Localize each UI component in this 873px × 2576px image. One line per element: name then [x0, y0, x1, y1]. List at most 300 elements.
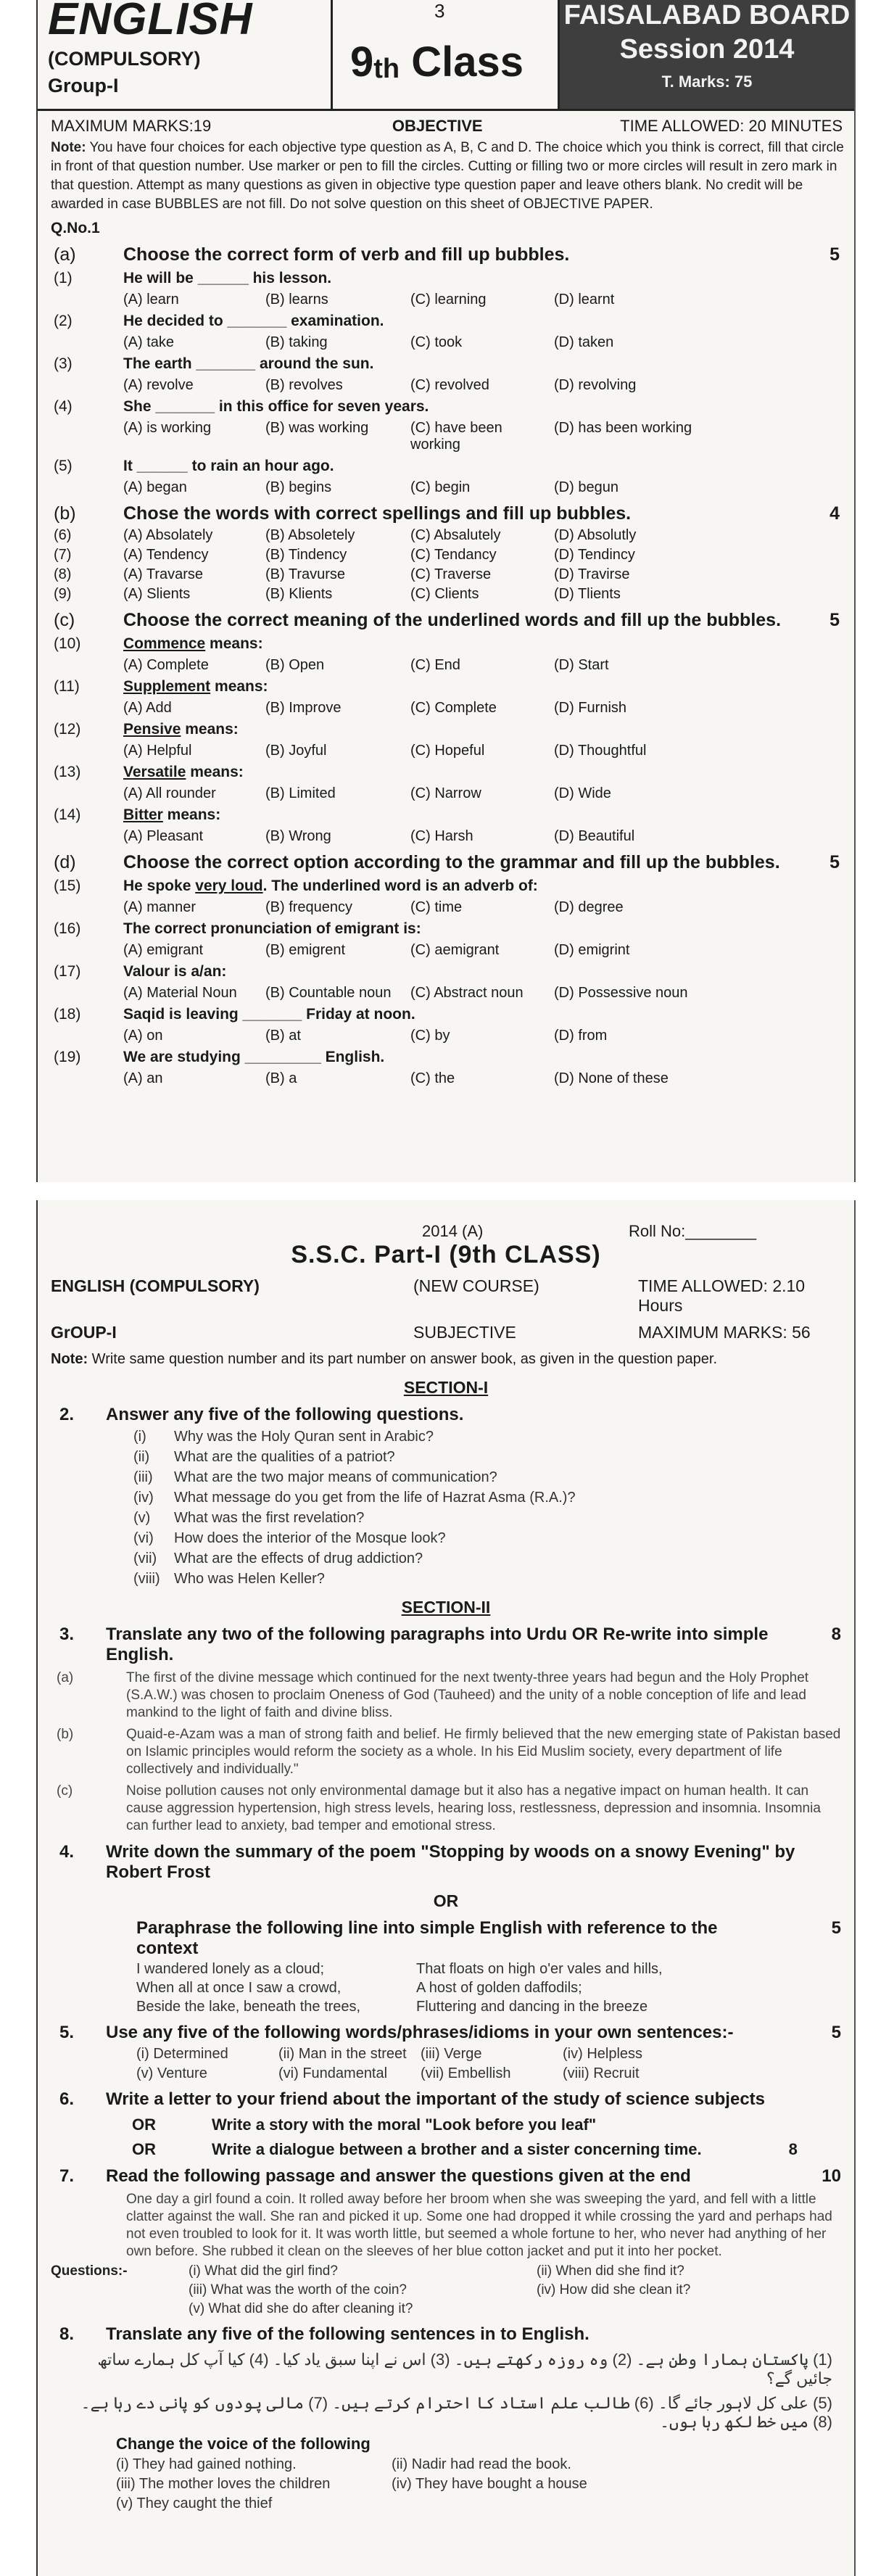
short-question — [38, 1466, 854, 1486]
mcq-stem — [38, 631, 854, 653]
option: (A) emigrant — [123, 942, 204, 958]
paragraph-text: The first of the divine message which continued for the next twenty-three years had begun and the Holy Prophet (S.A.W.) was chosen to proclaim Oneness of God (Tauheed) and the unity of a noble conception of life and lead mankind to the light of faith and divine bliss. — [126, 1670, 809, 1720]
passage-text: One day a girl found a coin. It rolled away before her broom when she was sweeping the yard, and fell with a little clatter against the wall. She ran and picked it up. Some one had dropped it while crossing the yard and perhaps had not even troubled to look for it. It was worth little, but seemed a whole fortune to her, who never had anything of her own before. She rubbed it clean on the sleeves of her blue cotton jacket and put it into her pocket. — [126, 2192, 832, 2259]
voice-item: (ii) Nadir had read the book. — [392, 2456, 571, 2472]
option: (D) Furnish — [554, 700, 627, 716]
mcq-stem — [38, 1002, 854, 1023]
roll-number-field: Roll No:________ — [629, 1222, 757, 1240]
question-text: Write down the summary of the poem "Stopping by woods on a snowy Evening" by Robert Frost — [106, 1842, 795, 1882]
paraphrase-instruction — [38, 1911, 854, 1959]
question-number: (14) — [54, 806, 81, 823]
option: (B) frequency — [265, 899, 353, 915]
question-suffix: means: — [162, 806, 221, 823]
spelling-row — [38, 583, 854, 603]
option: (A) Tendency — [123, 547, 209, 563]
paper-header — [38, 0, 854, 111]
question-text — [123, 721, 239, 738]
section-c-heading — [38, 603, 854, 631]
mcq-stem — [38, 265, 854, 287]
mcq-stem — [38, 802, 854, 824]
mcq-stem — [38, 873, 854, 895]
question-text: Use any five of the following words/phrases/idioms in your own sentences:- — [106, 2023, 734, 2042]
question-text: Translate any two of the following paragraphs into Urdu OR Re-write into simple English. — [106, 1625, 769, 1664]
option: (A) Material Noun — [123, 985, 237, 1001]
question-number: (5) — [54, 458, 73, 474]
poem-line — [38, 1959, 854, 1978]
question-roman: (vii) — [133, 1551, 157, 1566]
or-label: OR — [433, 1891, 459, 1910]
option: (A) an — [123, 1070, 163, 1086]
question-number: (18) — [54, 1006, 81, 1023]
option: (A) Pleasant — [123, 828, 204, 844]
option: (C) have been working — [410, 420, 502, 453]
option: (B) Klients — [265, 586, 333, 602]
word-item: (viii) Recruit — [563, 2065, 640, 2081]
option: (D) Tendincy — [554, 547, 635, 563]
options-row — [38, 416, 854, 453]
class-number: 9 — [350, 38, 374, 86]
poem-lines — [38, 1959, 854, 2015]
max-marks: MAXIMUM MARKS: 56 — [638, 1323, 811, 1342]
question-number-label: Q.No.1 — [51, 220, 100, 236]
question-number: (19) — [54, 1049, 81, 1065]
question-8 — [38, 2317, 854, 2345]
mcq-stem — [38, 308, 854, 330]
question-number: (2) — [54, 313, 73, 329]
mcq-stem — [38, 717, 854, 738]
option: (D) has been working — [554, 420, 692, 436]
options-row — [38, 895, 854, 916]
instructions-note — [38, 1342, 854, 1368]
question-roman: (v) — [133, 1510, 151, 1526]
time-allowed: TIME ALLOWED: 2.10 Hours — [638, 1276, 806, 1315]
options-row — [38, 373, 854, 394]
comprehension-question: (v) What did she do after cleaning it? — [189, 2301, 413, 2316]
question-roman: (ii) — [133, 1449, 150, 1465]
comprehension-question: (ii) When did she find it? — [537, 2263, 684, 2279]
class-word: Class — [411, 38, 524, 86]
question-number: (16) — [54, 920, 81, 937]
options-row — [38, 330, 854, 351]
option: (A) Travarse — [123, 566, 204, 582]
question-3-paragraphs — [38, 1665, 854, 1835]
mcq-stem — [38, 1044, 854, 1066]
question-text — [123, 878, 538, 895]
paragraph-text: Noise pollution causes not only environmental damage but it also has a negative impact on human health. It can cause aggression hypertension, high stress levels, hearing loss, restlessness, depression and insomnia. Insomnia can further lead to anxiety, bad temper and emotional stress. — [126, 1783, 821, 1833]
option: (C) revolved — [410, 377, 489, 393]
question-2-items — [38, 1425, 854, 1588]
options-row — [38, 695, 854, 717]
paper-meta-row-1 — [38, 1269, 854, 1316]
question-text: Paraphrase the following line into simple English with reference to the context — [136, 1918, 718, 1958]
question-number: (6) — [54, 527, 72, 543]
options-row — [38, 738, 854, 759]
section-d-heading — [38, 845, 854, 873]
section-1-heading: SECTION-I — [403, 1378, 489, 1397]
option: (B) learns — [265, 292, 328, 307]
option: (B) Joyful — [265, 743, 327, 759]
poem-right: A host of golden daffodils; — [416, 1980, 582, 1996]
question-text — [123, 1049, 384, 1066]
option: (D) learnt — [554, 292, 615, 307]
options-row — [38, 981, 854, 1002]
comprehension-row — [38, 2298, 854, 2317]
section-b-questions — [38, 524, 854, 603]
section-label: (c) — [54, 610, 75, 630]
note-label: Note: — [51, 140, 86, 155]
mcq-stem — [38, 916, 854, 938]
question-roman: (viii) — [133, 1571, 160, 1587]
section-a-heading — [38, 237, 854, 265]
poem-left: I wandered lonely as a cloud; — [136, 1961, 325, 1977]
option: (B) Tindency — [265, 547, 347, 563]
options-row — [38, 1023, 854, 1044]
option: (C) End — [410, 657, 460, 673]
question-6 — [38, 2082, 854, 2110]
option: (D) from — [554, 1028, 608, 1044]
section-marks: 5 — [829, 610, 840, 630]
question-text — [123, 678, 268, 695]
question-text: The earth _______ around the sun. — [123, 355, 374, 372]
subjective-paper — [36, 1200, 856, 2576]
comprehension-row — [38, 2279, 854, 2298]
voice-item: (iii) The mother loves the children — [116, 2476, 331, 2492]
question-6-alternatives — [38, 2110, 854, 2159]
option: (D) degree — [554, 899, 624, 915]
urdu-line: (1) پاکستان ہمارا وطن ہے۔ (2) وہ روزہ رکھتے ہیں۔ (3) اس نے اپنا سبق یاد کیا۔ (4) کیا آپ کل ہمارے ساتھ جائیں گے؟ — [97, 2350, 832, 2387]
short-question — [38, 1506, 854, 1527]
options-row — [38, 287, 854, 308]
options-row — [38, 475, 854, 496]
option: (C) took — [410, 334, 463, 350]
option: (C) aemigrant — [410, 942, 500, 958]
paper-top-line — [38, 1200, 854, 1251]
voice-item: (i) They had gained nothing. — [116, 2456, 297, 2472]
options-row — [38, 781, 854, 802]
option: (D) revolving — [554, 377, 637, 393]
question-text: What are the two major means of communication? — [174, 1469, 497, 1485]
option: (C) Abstract noun — [410, 985, 524, 1001]
option: (B) Absoletely — [265, 527, 355, 543]
note-text: You have four choices for each objective type question as A, B, C and D. The choice which you think is correct, fill that circle in front of that question number. Use marker or pen to fill the circles. Cutting or filling two or more circles will result in zero mark in that question. Attempt as many questions as given in objective type question paper and leave others blank. No credit will be awarded in case BUBBLES are not fill. Do not solve question on this sheet of OBJECTIVE PAPER. — [51, 140, 844, 212]
alternative-row — [38, 2134, 854, 2159]
paper-meta-row-2 — [38, 1316, 854, 1342]
short-question — [38, 1486, 854, 1506]
class-box — [333, 0, 560, 109]
question-number: 4. — [59, 1842, 75, 1862]
option: (C) learning — [410, 292, 487, 307]
question-prefix: Valour is a/an: — [123, 963, 227, 980]
comprehension-row — [38, 2261, 854, 2279]
underlined-word: Supplement — [123, 678, 211, 695]
paragraph-label: (a) — [57, 1670, 74, 1685]
question-4 — [38, 1835, 854, 1883]
option: (C) Harsh — [410, 828, 473, 844]
spelling-row — [38, 524, 854, 544]
note-label: Note: — [51, 1351, 88, 1367]
objective-meta — [38, 111, 854, 136]
question-text: What was the first revelation? — [174, 1510, 365, 1526]
alternative-text: Write a story with the moral "Look before you leaf" — [212, 2115, 597, 2134]
mcq-stem — [38, 759, 854, 781]
question-text: What are the effects of drug addiction? — [174, 1551, 423, 1566]
paragraph-label: (c) — [57, 1783, 73, 1799]
questions-label: Questions:- — [51, 2263, 128, 2279]
option: (A) All rounder — [123, 785, 216, 801]
question-text: What message do you get from the life of Hazrat Asma (R.A.)? — [174, 1490, 576, 1506]
option: (C) Absalutely — [410, 527, 501, 543]
option: (C) Traverse — [410, 566, 492, 582]
board-box — [560, 0, 854, 109]
question-suffix: means: — [210, 678, 268, 695]
paragraph — [38, 1665, 854, 1722]
underlined-word: Commence — [123, 635, 206, 652]
or-label: OR — [132, 2115, 156, 2134]
question-roman: (iv) — [133, 1490, 154, 1506]
question-5 — [38, 2015, 854, 2043]
option: (D) Absolutly — [554, 527, 637, 543]
questions-label — [51, 2282, 189, 2298]
option: (B) at — [265, 1028, 301, 1044]
class-suffix: th — [373, 54, 400, 84]
question-7 — [38, 2159, 854, 2187]
option: (D) taken — [554, 334, 614, 350]
comprehension-question: (iv) How did she clean it? — [537, 2282, 691, 2298]
note-text: Write same question number and its part number on answer book, as given in the question paper. — [91, 1351, 718, 1367]
option: (B) emigrent — [265, 942, 346, 958]
question-number: (4) — [54, 398, 73, 415]
question-number: 8. — [59, 2324, 75, 2344]
poem-line — [38, 1997, 854, 2015]
subject-label: ENGLISH (COMPULSORY) — [51, 1276, 260, 1295]
option: (B) Travurse — [265, 566, 346, 582]
question-marks: 8 — [831, 1625, 841, 1644]
poem-left: When all at once I saw a crowd, — [136, 1980, 342, 1996]
question-text: It ______ to rain an hour ago. — [123, 458, 334, 474]
question-text: Write a letter to your friend about the important of the study of science subjects — [106, 2089, 766, 2109]
word-item: (v) Venture — [136, 2065, 207, 2081]
option: (D) None of these — [554, 1070, 669, 1086]
short-question — [38, 1527, 854, 1547]
question-prefix: We are studying _________ English. — [123, 1049, 385, 1065]
question-text: Read the following passage and answer the questions given at the end — [106, 2166, 691, 2186]
session-label: Session 2014 — [619, 34, 795, 65]
option: (A) Complete — [123, 657, 209, 673]
option: (C) Complete — [410, 700, 497, 716]
word-item: (iv) Helpless — [563, 2046, 643, 2062]
poem-right: Fluttering and dancing in the breeze — [416, 1999, 648, 2015]
poem-line — [38, 1978, 854, 1997]
question-5-words — [38, 2043, 854, 2082]
option: (B) Limited — [265, 785, 336, 801]
question-roman: (vi) — [133, 1530, 154, 1546]
option: (C) the — [410, 1070, 455, 1086]
underlined-word: Pensive — [123, 721, 181, 738]
option: (A) on — [123, 1028, 163, 1044]
urdu-sentences — [38, 2345, 854, 2432]
question-text: He will be ______ his lesson. — [123, 270, 332, 286]
option: (C) time — [410, 899, 463, 915]
question-number: (15) — [54, 878, 81, 894]
section-d-questions — [38, 873, 854, 1087]
question-text — [123, 764, 244, 781]
question-number: 3. — [59, 1625, 75, 1644]
alternative-row — [38, 2110, 854, 2134]
option: (B) begins — [265, 479, 332, 495]
or-label: OR — [132, 2140, 156, 2158]
question-suffix: means: — [205, 635, 263, 652]
section-text: Choose the correct option according to the grammar and fill up the bubbles. — [123, 852, 780, 872]
question-prefix: The correct pronunciation of emigrant is: — [123, 920, 421, 937]
subject-box — [38, 0, 333, 109]
question-7-questions — [38, 2261, 854, 2317]
question-number: (8) — [54, 566, 72, 582]
short-question — [38, 1567, 854, 1588]
question-text: Answer any five of the following questions. — [106, 1405, 464, 1424]
time-allowed: TIME ALLOWED: 20 MINUTES — [620, 117, 843, 135]
underlined-word: Versatile — [123, 764, 186, 780]
voice-row — [38, 2473, 854, 2493]
option: (B) taking — [265, 334, 328, 350]
board-name: FAISALABAD BOARD — [563, 0, 851, 30]
section-marks: 5 — [829, 852, 840, 872]
question-marks: 5 — [831, 1918, 841, 1938]
section-2-heading: SECTION-II — [401, 1598, 491, 1617]
question-marks: 5 — [831, 2023, 841, 2042]
option: (D) Wide — [554, 785, 611, 801]
question-number: 7. — [59, 2166, 75, 2186]
option: (A) is working — [123, 420, 212, 436]
question-number: (12) — [54, 721, 81, 738]
short-question — [38, 1547, 854, 1567]
option: (C) begin — [410, 479, 471, 495]
short-question — [38, 1445, 854, 1466]
option: (D) Travirse — [554, 566, 630, 582]
option: (A) learn — [123, 292, 179, 307]
section-text: Choose the correct meaning of the underlined words and fill up the bubbles. — [123, 610, 782, 630]
max-marks: MAXIMUM MARKS:19 — [51, 117, 212, 135]
section-label: (d) — [54, 852, 76, 872]
objective-paper — [36, 0, 856, 1182]
question-text: Translate any five of the following sentences in to English. — [106, 2324, 589, 2344]
poem-left: Beside the lake, beneath the trees, — [136, 1999, 361, 2015]
question-3 — [38, 1617, 854, 1665]
option: (C) Clients — [410, 586, 479, 602]
option: (D) begun — [554, 479, 618, 495]
option: (B) Wrong — [265, 828, 331, 844]
mcq-stem — [38, 351, 854, 373]
option: (D) Possessive noun — [554, 985, 688, 1001]
option: (A) Absolately — [123, 527, 213, 543]
underlined-word: Bitter — [123, 806, 163, 823]
section-marks: 5 — [829, 244, 840, 265]
option: (A) take — [123, 334, 175, 350]
question-suffix: means: — [181, 721, 239, 738]
word-item: (ii) Man in the street — [278, 2046, 407, 2062]
word-row — [38, 2063, 854, 2082]
word-item: (iii) Verge — [421, 2046, 482, 2062]
question-number: 2. — [59, 1405, 75, 1424]
question-number: (17) — [54, 963, 81, 980]
option: (A) revolve — [123, 377, 194, 393]
question-number: 5. — [59, 2023, 75, 2042]
section-marks: 4 — [829, 503, 840, 524]
mcq-stem — [38, 959, 854, 981]
option: (A) began — [123, 479, 187, 495]
subjective-label: SUBJECTIVE — [413, 1323, 516, 1342]
option: (B) revolves — [265, 377, 343, 393]
options-row — [38, 938, 854, 959]
question-roman: (iii) — [133, 1469, 153, 1485]
compulsory-label: (COMPULSORY) — [48, 48, 201, 70]
paragraph-text: Quaid-e-Azam was a man of strong faith and belief. He firmly believed that the new emerging state of Pakistan based on Islamic principles would reform the society as a whole. In his Eid Muslim society, every department of life collectively and individually." — [126, 1727, 841, 1777]
question-number: (11) — [54, 678, 80, 695]
option: (A) Helpful — [123, 743, 192, 759]
voice-row — [38, 2493, 854, 2512]
subject-title: ENGLISH — [48, 0, 253, 44]
year-label: 2014 (A) — [422, 1222, 484, 1240]
section-text: Chose the words with correct spellings and fill up bubbles. — [123, 503, 632, 524]
class-title — [350, 38, 524, 86]
section-a-questions — [38, 265, 854, 496]
section-c-questions — [38, 631, 854, 845]
group-label: GrOUP-I — [51, 1323, 117, 1342]
voice-items — [38, 2453, 854, 2512]
instructions-note — [38, 136, 854, 214]
option: (A) manner — [123, 899, 196, 915]
word-row — [38, 2043, 854, 2063]
question-suffix: . The underlined word is an adverb of: — [262, 878, 538, 894]
option: (D) Beautiful — [554, 828, 635, 844]
mcq-stem — [38, 453, 854, 475]
question-number: (13) — [54, 764, 81, 780]
question-text — [123, 963, 226, 981]
section-b-heading — [38, 496, 854, 524]
voice-item: (v) They caught the thief — [116, 2496, 273, 2511]
paragraph — [38, 1722, 854, 1778]
mcq-stem — [38, 394, 854, 416]
option: (A) Add — [123, 700, 172, 716]
comprehension-question: (iii) What was the worth of the coin? — [189, 2282, 407, 2298]
option: (C) by — [410, 1028, 450, 1044]
option: (D) Tlients — [554, 586, 621, 602]
urdu-line: (5) علی کل لاہور جائے گا۔ (6) طالب علم استاد کا احترام کرتے ہیں۔ (7) مالی پودوں کو پانی دے رہا ہے۔ (8) میں خط لکھ رہا ہوں۔ — [80, 2394, 832, 2431]
option: (D) emigrint — [554, 942, 630, 958]
option: (B) a — [265, 1070, 297, 1086]
alternative-marks: 8 — [788, 2140, 798, 2158]
question-prefix: Saqid is leaving _______ Friday at noon. — [123, 1006, 415, 1023]
comprehension-question: (i) What did the girl find? — [189, 2263, 338, 2279]
word-item: (i) Determined — [136, 2046, 228, 2062]
question-number: (7) — [54, 547, 72, 563]
question-prefix: He spoke — [123, 878, 196, 894]
question-roman: (i) — [133, 1429, 146, 1445]
voice-row — [38, 2453, 854, 2473]
question-number: (10) — [54, 635, 81, 652]
short-question — [38, 1425, 854, 1445]
question-text: She _______ in this office for seven years. — [123, 398, 429, 415]
group-label: Group-I — [48, 75, 119, 96]
spelling-row — [38, 564, 854, 583]
course-label: (NEW COURSE) — [413, 1276, 539, 1295]
voice-heading: Change the voice of the following — [116, 2435, 371, 2453]
question-text: He decided to _______ examination. — [123, 313, 384, 329]
voice-item: (iv) They have bought a house — [392, 2476, 587, 2492]
section-text: Choose the correct form of verb and fill up bubbles. — [123, 244, 570, 265]
total-marks: T. Marks: 75 — [661, 73, 753, 91]
paragraph — [38, 1778, 854, 1835]
question-number: (9) — [54, 586, 72, 602]
